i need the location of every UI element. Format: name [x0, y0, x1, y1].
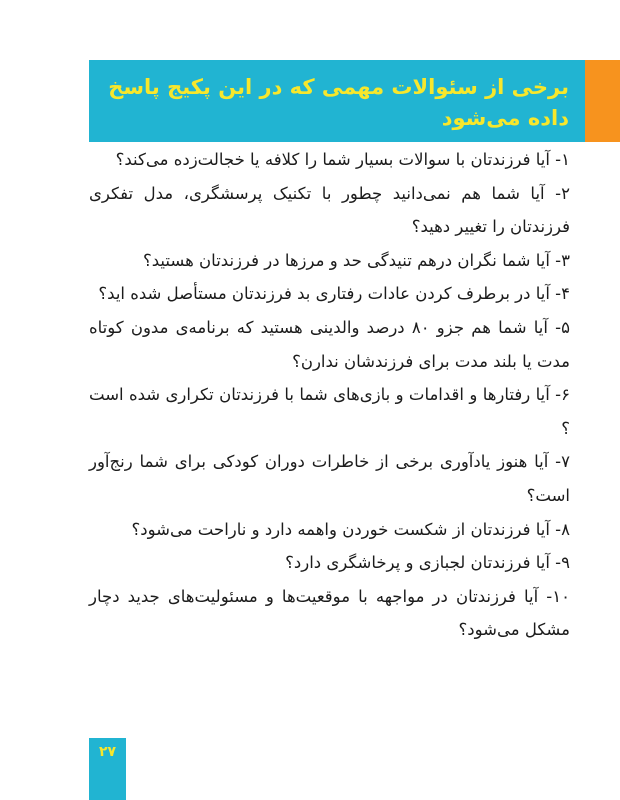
question-item: ۱۰- آیا فرزندتان در مواجهه با موقعیت‌ها و مسئولیت‌های جدید دچار مشکل می‌شود؟	[89, 586, 570, 640]
questions-list	[89, 143, 570, 647]
page-title: برخی از سئوالات مهمی که در این پکیج پاسخ داده می‌شود	[108, 75, 569, 130]
question-item: ۳- آیا شما نگران درهم تنیدگی حد و مرزها در فرزندتان هستید؟	[143, 250, 570, 270]
header-accent-strip	[585, 60, 620, 142]
question-item: ۶- آیا رفتارها و اقدامات و بازی‌های شما با فرزندتان تکراری شده است ؟	[89, 385, 570, 438]
page-number: ۲۷	[98, 744, 117, 760]
page-number-tab	[89, 738, 126, 800]
question-item: ۷- آیا هنوز یادآوری برخی از خاطرات دوران کودکی برای شما رنج‌آور است؟	[89, 452, 570, 505]
question-item: ۵- آیا شما هم جزو ۸۰ درصد والدینی هستید که برنامه‌ی مدون کوتاه مدت یا بلند مدت برای فرزندشان ندارن؟	[89, 317, 570, 371]
question-item: ۴- آیا در برطرف کردن عادات رفتاری بد فرزندتان مستأصل شده اید؟	[98, 284, 570, 304]
question-item: ۸- آیا فرزندتان از شکست خوردن واهمه دارد و ناراحت می‌شود؟	[131, 519, 570, 539]
question-item: ۹- آیا فرزندتان لجبازی و پرخاشگری دارد؟	[285, 553, 570, 573]
header-banner	[89, 60, 585, 142]
question-item: ۱- آیا فرزندتان با سوالات بسیار شما را کلافه یا خجالت‌زده می‌کند؟	[115, 150, 570, 169]
question-item: ۲- آیا شما هم نمی‌دانید چطور با تکنیک پرسشگری، مدل تفکری فرزندتان را تغییر دهید؟	[89, 183, 570, 237]
